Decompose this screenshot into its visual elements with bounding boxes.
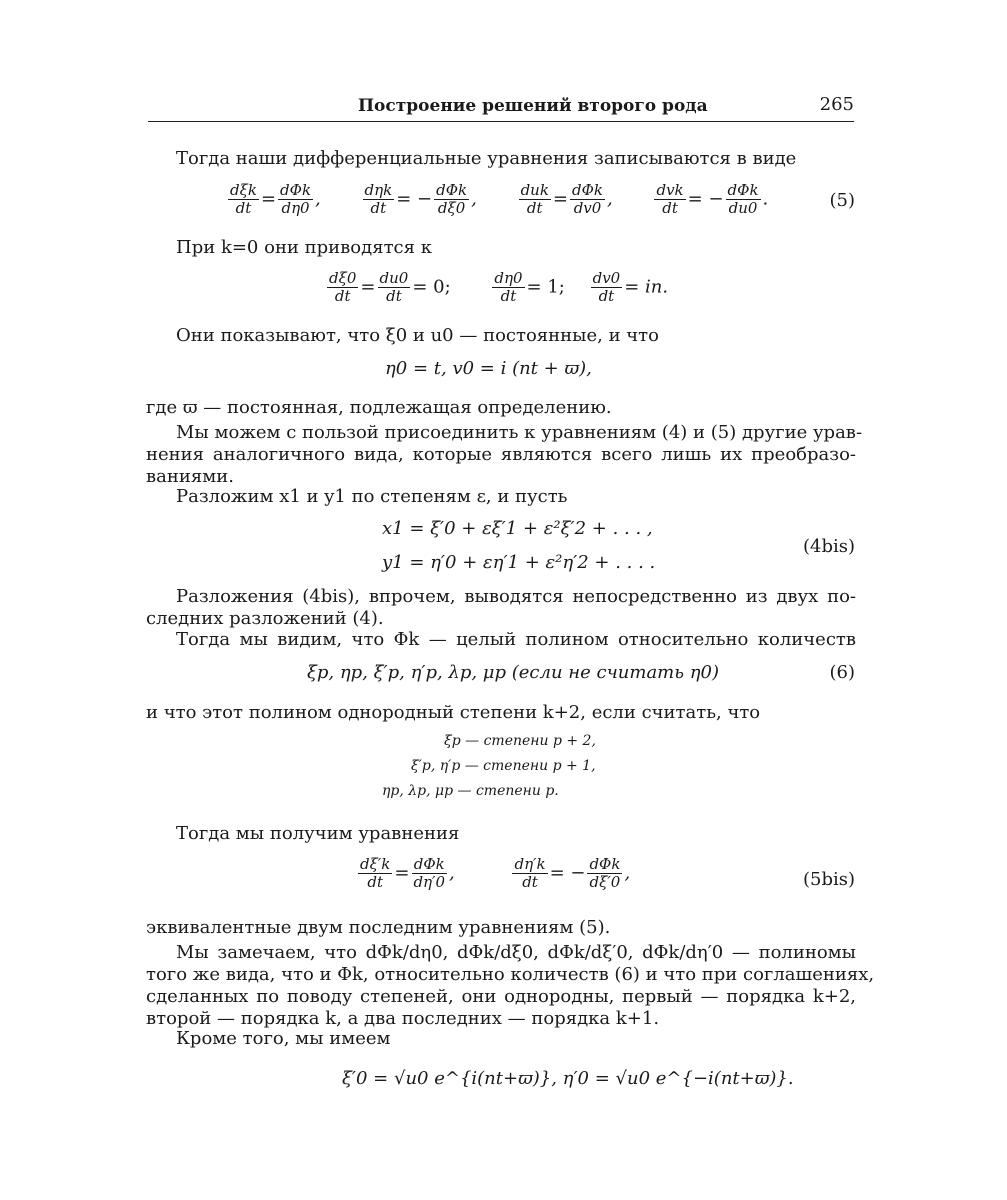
degree-line: ξ′p, η′p — степени p + 1,: [411, 758, 596, 774]
degree-line: ηp, λp, μp — степени p.: [382, 783, 559, 799]
paragraph-constants: Они показывают, что ξ0 и u0 — постоянные, и что: [176, 325, 659, 346]
paragraph-transform-line: ваниями.: [146, 466, 234, 487]
paragraph-homogeneous: и что этот полином однородный степени k+2, если считать, что: [146, 702, 761, 723]
paragraph-transform-line: нения аналогичного вида, которые являются всего лишь их преобразо-: [146, 444, 856, 465]
equation-final: ξ′0 = √u0 e^{i(nt+ϖ)}, η′0 = √u0 e^{−i(nt+ϖ)}.: [342, 1068, 794, 1089]
paragraph-besides: Кроме того, мы имеем: [176, 1028, 391, 1049]
paragraph-equivalent: эквивалентные двум последним уравнениям (5).: [146, 917, 611, 938]
equation-number-6: (6): [829, 662, 855, 683]
paragraph-obtain: Тогда мы получим уравнения: [176, 823, 460, 844]
paragraph-expansions-line: следних разложений (4).: [146, 608, 384, 629]
paragraph-remark-line: сделанных по поводу степеней, они однородны, первый — порядка k+2,: [146, 986, 856, 1007]
paragraph-remark-line: Мы замечаем, что dΦk/dη0, dΦk/dξ0, dΦk/dξ′0, dΦk/dη′0 — полиномы: [176, 942, 856, 963]
paragraph-expand: Разложим x1 и y1 по степеням ε, и пусть: [176, 486, 568, 507]
paragraph-k0: При k=0 они приводятся к: [176, 237, 432, 258]
paragraph-expansions-line: Разложения (4bis), впрочем, выводятся непосредственно из двух по-: [176, 586, 856, 607]
frac: $\frac{\text{dξk}}{dt}$: [230, 181, 257, 217]
header-rule: [148, 121, 854, 122]
paragraph-remark-line: второй — порядка k, а два последних — порядка k+1.: [146, 1008, 660, 1029]
equation-number-4bis: (4bis): [802, 536, 855, 557]
paragraph-polynomial: Тогда мы видим, что Φk — целый полином относительно количеств: [176, 629, 856, 650]
equation-number-5: (5): [829, 190, 855, 211]
equation-4bis-line: y1 = η′0 + εη′1 + ε²η′2 + . . . .: [382, 552, 656, 573]
paragraph-where: где ϖ — постоянная, подлежащая определению.: [146, 397, 612, 418]
equation-5bis: $\frac{d\xi'k}{dt}$ = $\frac{\text{dΦk}}{d\eta'0}$ , $\frac{d\eta'k}{dt}$ = − $\frac{\text{dΦk}}{d\xi'0}$ ,: [360, 855, 631, 891]
degree-line: ξp — степени p + 2,: [444, 733, 596, 749]
equation-eta0: η0 = t, v0 = i (nt + ϖ),: [385, 358, 592, 379]
equation-4bis-line: x1 = ξ′0 + εξ′1 + ε²ξ′2 + . . . ,: [382, 518, 653, 539]
running-head: [148, 94, 854, 120]
paragraph-intro: Тогда наши дифференциальные уравнения записываются в виде: [176, 148, 797, 169]
equation-number-5bis: (5bis): [802, 869, 855, 890]
equation-6: ξp, ηp, ξ′p, η′p, λp, μp (если не считать η0): [307, 662, 720, 683]
page-number: 265: [819, 94, 854, 115]
equation-k0: $\frac{d\xi 0}{dt}$ = $\frac{du0}{dt}$ = 0; $\frac{d\eta 0}{dt}$ = 1; $\frac{dv0}{dt}$ = in.: [329, 269, 669, 305]
running-head-title: Построение решений второго рода: [358, 96, 708, 116]
paragraph-remark-line: того же вида, что и Φk, относительно количеств (6) и что при соглашениях,: [146, 964, 875, 985]
paragraph-transform-line: Мы можем с пользой присоединить к уравнениям (4) и (5) другие урав-: [176, 422, 863, 443]
equation-5: $\frac{\text{dξk}}{dt}$ = $\frac{\text{dΦk}}{d\eta 0}$ , $\frac{\text{dηk}}{dt}$ = − $\frac{\text{dΦk}}{d\xi 0}$ , $\frac{\text{duk}}{dt}$ = $\frac{\text{dΦk}}{dv0}$ , $\frac{\text{dvk}}{dt}$ = − $\frac{\text{dΦk}}{du0}$ .: [230, 181, 769, 217]
